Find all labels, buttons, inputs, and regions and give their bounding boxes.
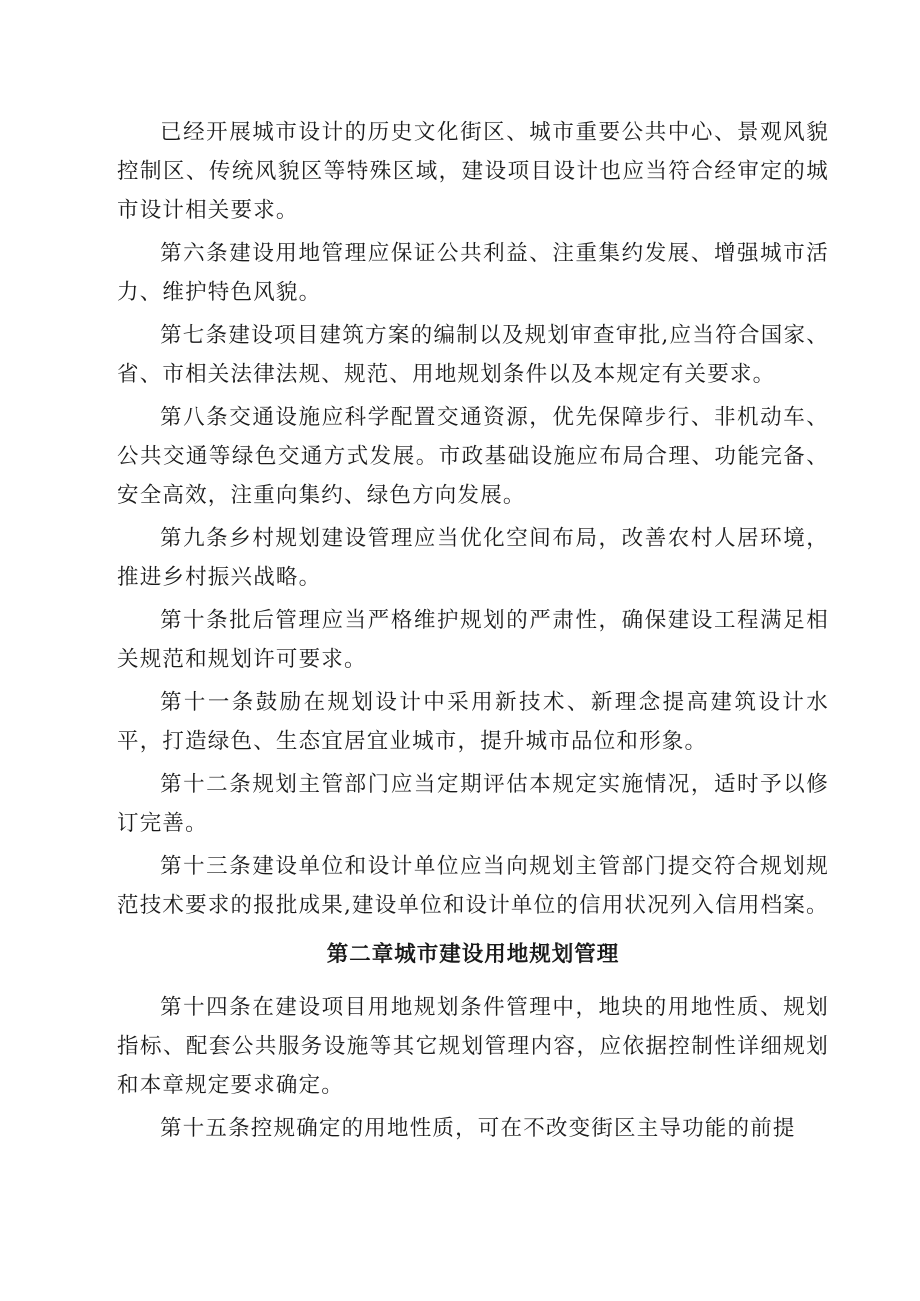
paragraph-urban-design-areas: 已经开展城市设计的历史文化街区、城市重要公共中心、景观风貌控制区、传统风貌区等特殊区域，建设项目设计也应当符合经审定的城市设计相关要求。 bbox=[117, 120, 829, 223]
paragraph-article-12: 第十二条规划主管部门应当定期评估本规定实施情况，适时予以修订完善。 bbox=[117, 772, 829, 836]
paragraph-article-13: 第十三条建设单位和设计单位应当向规划主管部门提交符合规划规范技术要求的报批成果,建设单位和设计单位的信用状况列入信用档案。 bbox=[117, 854, 829, 918]
chapter-heading: 第二章城市建设用地规划管理 bbox=[326, 942, 620, 967]
paragraph-article-7: 第七条建设项目建筑方案的编制以及规划审查审批,应当符合国家、省、市相关法律法规、规范、用地规划条件以及本规定有关要求。 bbox=[117, 323, 829, 387]
document-page bbox=[117, 113, 829, 1152]
paragraph-article-6: 第六条建设用地管理应保证公共利益、注重集约发展、增强城市活力、维护特色风貌。 bbox=[117, 241, 829, 305]
paragraph-article-9: 第九条乡村规划建设管理应当优化空间布局，改善农村人居环境，推进乡村振兴战略。 bbox=[117, 526, 829, 590]
paragraph-article-11: 第十一条鼓励在规划设计中采用新技术、新理念提高建筑设计水平，打造绿色、生态宜居宜业城市，提升城市品位和形象。 bbox=[117, 690, 829, 754]
paragraph-article-15: 第十五条控规确定的用地性质，可在不改变街区主导功能的前提 bbox=[160, 1116, 796, 1141]
paragraph-article-10: 第十条批后管理应当严格维护规划的严肃性，确保建设工程满足相关规范和规划许可要求。 bbox=[117, 608, 829, 672]
paragraph-article-8: 第八条交通设施应科学配置交通资源，优先保障步行、非机动车、公共交通等绿色交通方式发展。市政基础设施应布局合理、功能完备、安全高效，注重向集约、绿色方向发展。 bbox=[117, 405, 829, 508]
paragraph-article-14: 第十四条在建设项目用地规划条件管理中，地块的用地性质、规划指标、配套公共服务设施等其它规划管理内容，应依据控制性详细规划和本章规定要求确定。 bbox=[117, 995, 829, 1098]
